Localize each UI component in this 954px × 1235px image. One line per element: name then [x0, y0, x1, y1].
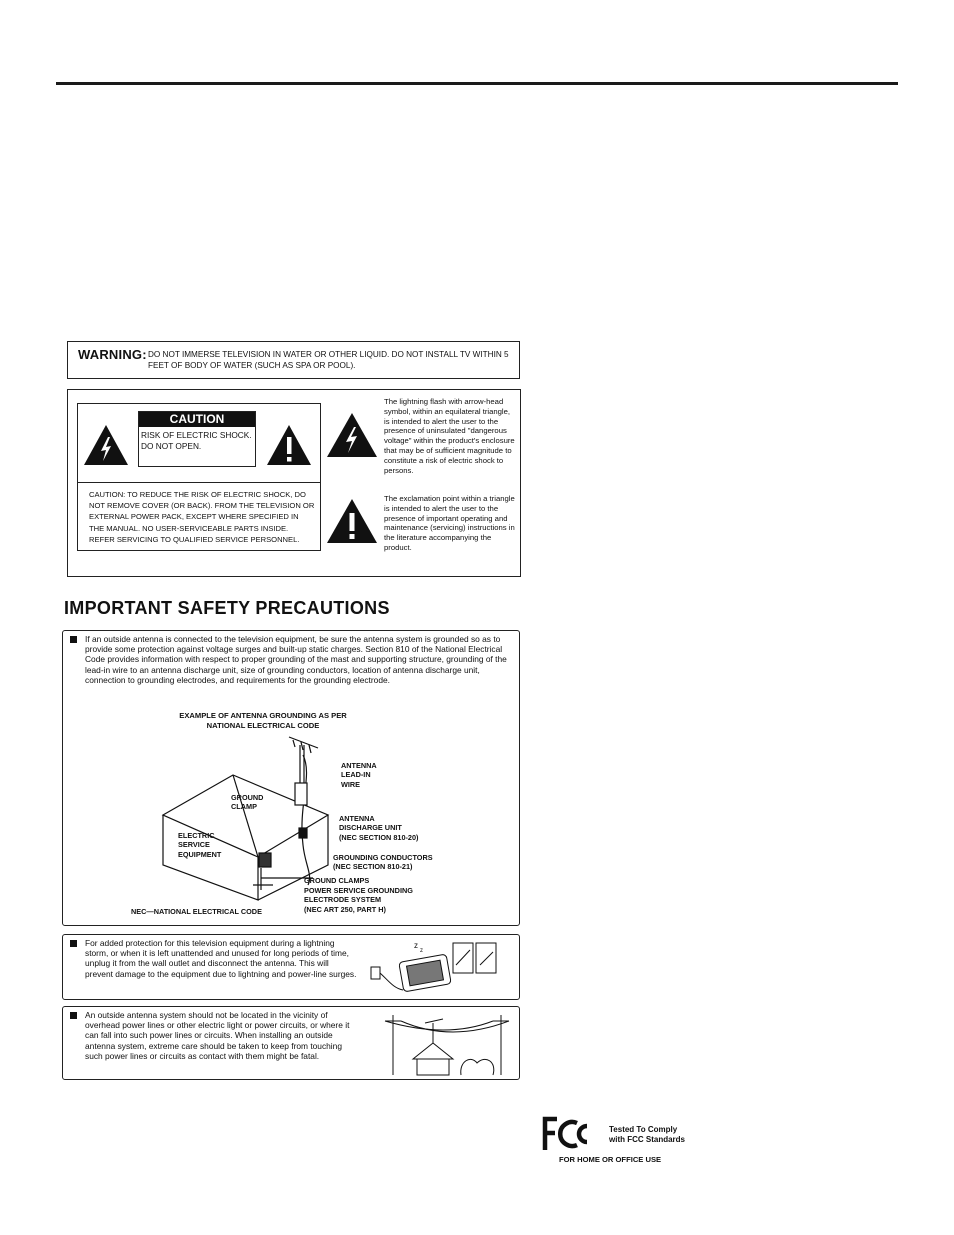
- fcc-tested-line1: Tested To Comply: [609, 1125, 678, 1134]
- power-lines-illustration: [381, 1011, 513, 1077]
- fcc-tested-line2: with FCC Standards: [609, 1134, 686, 1144]
- caution-title: CAUTION: [139, 412, 255, 427]
- lightning-triangle-icon: [83, 424, 129, 466]
- top-rule: [56, 82, 898, 85]
- power-lines-text: An outside antenna system should not be located in the vicinity of overhead power lines or other electric light or power circuits, or where it can fall into such power lines or circuits. When installing an outside antenna system, extreme care should be taken to keep from touching such power lines or circuits as contact with them might be fatal.: [85, 1010, 350, 1061]
- label-antenna-lead-l3: WIRE: [341, 779, 361, 789]
- label-power-grounding-l2: ELECTRODE SYSTEM: [304, 895, 382, 905]
- safety-heading: IMPORTANT SAFETY PRECAUTIONS: [64, 598, 390, 618]
- caution-label-panel: [77, 403, 321, 551]
- lightning-triangle-icon: [326, 412, 378, 458]
- diagram-caption-line1: EXAMPLE OF ANTENNA GROUNDING AS PER: [179, 711, 347, 720]
- antenna-grounding-box: [62, 630, 520, 926]
- svg-text:z: z: [420, 948, 423, 954]
- exclamation-triangle-icon: [266, 424, 312, 466]
- fcc-use-text: FOR HOME OR OFFICE USE: [559, 1155, 662, 1164]
- exclamation-note: The exclamation point within a triangle is intended to alert the user to the presence of important operating and maintenance (servicing) instructions in the literature accompanying the product.: [384, 494, 515, 552]
- label-nec: NEC—NATIONAL ELECTRICAL CODE: [131, 907, 262, 916]
- diagram-caption-line2: NATIONAL ELECTRICAL CODE: [206, 720, 320, 730]
- warning-box: [67, 341, 520, 379]
- label-electric-service-l2: SERVICE: [178, 840, 210, 850]
- label-antenna-lead-l1: ANTENNA: [341, 761, 377, 770]
- label-discharge-unit-l1: ANTENNA: [339, 814, 375, 823]
- warning-label: WARNING:: [78, 347, 147, 362]
- label-ground-clamp-l2: CLAMP: [231, 802, 257, 812]
- bullet: [70, 940, 77, 947]
- bullet: [70, 1012, 77, 1019]
- caution-subtitle-line2: DO NOT OPEN.: [141, 441, 202, 451]
- label-discharge-unit-l2: DISCHARGE UNIT: [339, 823, 402, 833]
- lightning-storm-box: [62, 934, 520, 1000]
- fcc-tested-text: [609, 1125, 685, 1144]
- label-discharge-unit-l3: (NEC SECTION 810-20): [339, 832, 419, 842]
- antenna-grounding-text: If an outside antenna is connected to the television equipment, be sure the antenna system is grounded so as to provide some protection against voltage surges and built-up static charges. Section 810 of the National Electrical Code provides information with respect to proper grounding of the mast and supporting structure, grounding of the lead-in wire to an antenna discharge unit, size of grounding conductors, location of antenna discharge unit, connection to grounding electrodes, and requirements for the grounding electrode.: [85, 634, 507, 685]
- label-power-grounding: [304, 886, 413, 914]
- label-ground-clamps: GROUND CLAMPS: [304, 876, 370, 885]
- label-discharge-unit: [339, 814, 418, 842]
- label-ground-clamp: [231, 793, 263, 812]
- lightning-storm-text: For added protection for this television equipment during a lightning storm, or when it is left unattended and unused for long periods of time, unplug it from the wall outlet and disconnect the antenna. This will prevent damage to the equipment due to lightning and power-line surges.: [85, 938, 357, 979]
- label-electric-service-l3: EQUIPMENT: [178, 849, 222, 859]
- label-ground-clamp-l1: GROUND: [231, 793, 264, 802]
- diagram-caption: [173, 711, 353, 730]
- label-electric-service: [178, 831, 221, 859]
- label-power-grounding-l3: (NEC ART 250, PART H): [304, 904, 386, 914]
- svg-text:z: z: [414, 941, 418, 950]
- power-lines-box: [62, 1006, 520, 1080]
- label-electric-service-l1: ELECTRIC: [178, 831, 215, 840]
- caution-section: [67, 389, 521, 577]
- exclamation-triangle-icon: [326, 498, 378, 544]
- caution-label-box: [138, 411, 256, 467]
- label-grounding-conductors-l1: GROUNDING CONDUCTORS: [333, 853, 433, 862]
- bullet: [70, 636, 77, 643]
- caution-body: CAUTION: TO REDUCE THE RISK OF ELECTRIC SHOCK, DO NOT REMOVE COVER (OR BACK). FROM THE TELEVISION OR EXTERNAL POWER PACK, EXCEPT WHERE SPECIFIED IN THE MANUAL. NO USER-SERVICEABLE PARTS INSIDE. REFER SERVICING TO QUALIFIED SERVICE PERSONNEL.: [89, 490, 315, 544]
- label-grounding-conductors-l2: (NEC SECTION 810-21): [333, 862, 413, 872]
- warning-text: DO NOT IMMERSE TELEVISION IN WATER OR OTHER LIQUID. DO NOT INSTALL TV WITHIN 5 FEET OF BODY OF WATER (SUCH AS SPA OR POOL).: [148, 350, 509, 370]
- label-power-grounding-l1: POWER SERVICE GROUNDING: [304, 886, 413, 895]
- label-antenna-lead: [341, 761, 377, 789]
- unplug-tv-illustration: [368, 940, 513, 996]
- caution-subtitle-line1: RISK OF ELECTRIC SHOCK.: [141, 430, 252, 440]
- fcc-logo-icon: [541, 1116, 593, 1152]
- lightning-note: The lightning flash with arrow-head symbol, within an equilateral triangle, is intended to alert the user to the presence of uninsulated "dangerous voltage" within the product's enclosure that may be of sufficient magnitude to constitute a risk of electric shock to persons.: [384, 397, 515, 475]
- caution-subtitle: [139, 427, 255, 452]
- label-antenna-lead-l2: LEAD-IN: [341, 770, 371, 780]
- caution-divider: [78, 482, 320, 483]
- label-grounding-conductors: [333, 853, 433, 872]
